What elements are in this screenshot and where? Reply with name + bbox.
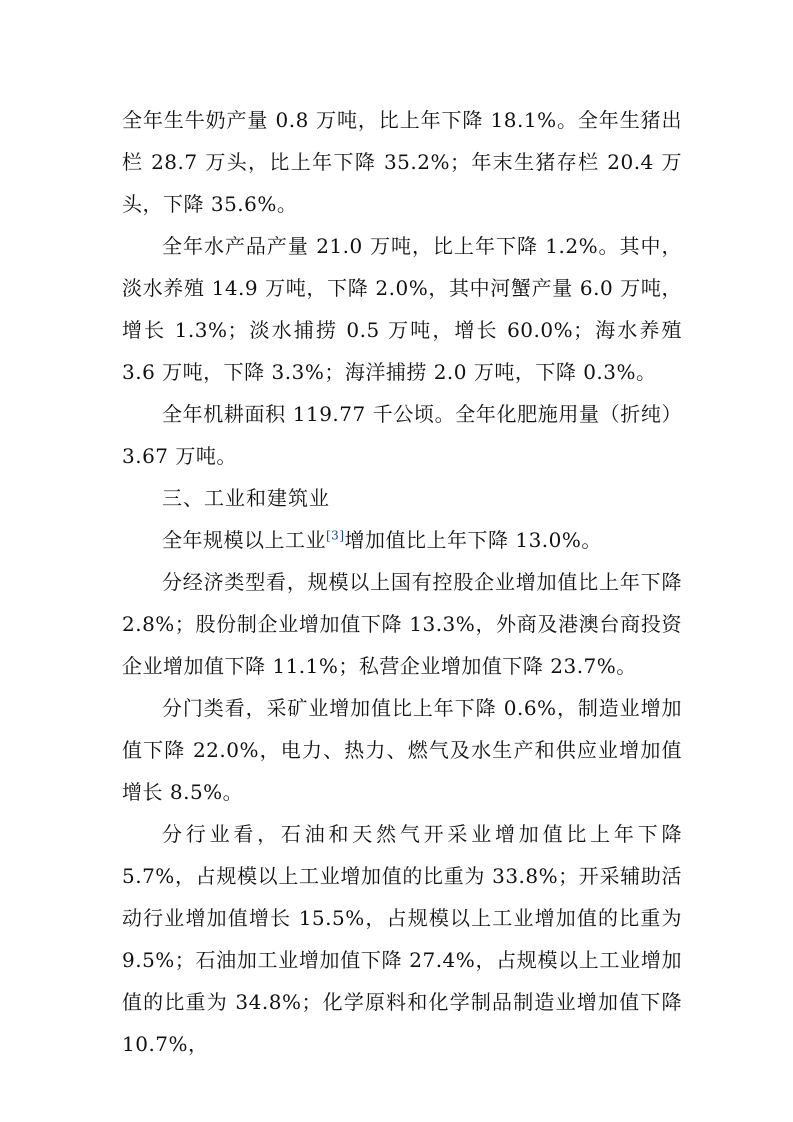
paragraph-by-category: 分门类看，采矿业增加值比上年下降 0.6%，制造业增加值下降 22.0%，电力、热力、燃气及水生产和供应业增加值增长 8.5%。 — [122, 696, 682, 804]
paragraph-economic-type: 分经济类型看，规模以上国有控股企业增加值比上年下降 2.8%；股份制企业增加值下降 13.3%，外商及港澳台商投资企业增加值下降 11.1%；私营企业增加值下降 23.7%。 — [122, 570, 682, 678]
paragraph-by-industry: 分行业看，石油和天然气开采业增加值比上年下降 5.7%，占规模以上工业增加值的比重为 33.8%；开采辅助活动行业增加值增长 15.5%，占规模以上工业增加值的比重为 9.5%；石油加工业增加值下降 27.4%，占规模以上工业增加值的比重为 34.8%；化学原料和化学制品制造业增加值下降 10.7%， — [122, 822, 682, 1056]
document-body — [122, 99, 682, 1065]
paragraph-industry-total — [122, 519, 682, 561]
footnote-reference-3[interactable]: [3] — [326, 528, 345, 543]
industry-total-text-end: 增加值比上年下降 13.0%。 — [344, 528, 602, 552]
paragraph-aquatic-products: 全年水产品产量 21.0 万吨，比上年下降 1.2%。其中，淡水养殖 14.9 万吨，下降 2.0%，其中河蟹产量 6.0 万吨，增长 1.3%；淡水捕捞 0.5 万吨，增长 60.0%；海水养殖 3.6 万吨，下降 3.3%；海洋捕捞 2.0 万吨，下降 0.3%。 — [122, 234, 682, 384]
industry-total-text-start: 全年规模以上工业 — [162, 528, 326, 552]
paragraph-dairy-hogs: 全年生牛奶产量 0.8 万吨，比上年下降 18.1%。全年生猪出栏 28.7 万头，比上年下降 35.2%；年末生猪存栏 20.4 万头，下降 35.6%。 — [122, 108, 682, 216]
paragraph-machinery-fertilizer: 全年机耕面积 119.77 千公顷。全年化肥施用量（折纯）3.67 万吨。 — [122, 402, 682, 468]
section-heading-industry: 三、工业和建筑业 — [162, 486, 330, 510]
